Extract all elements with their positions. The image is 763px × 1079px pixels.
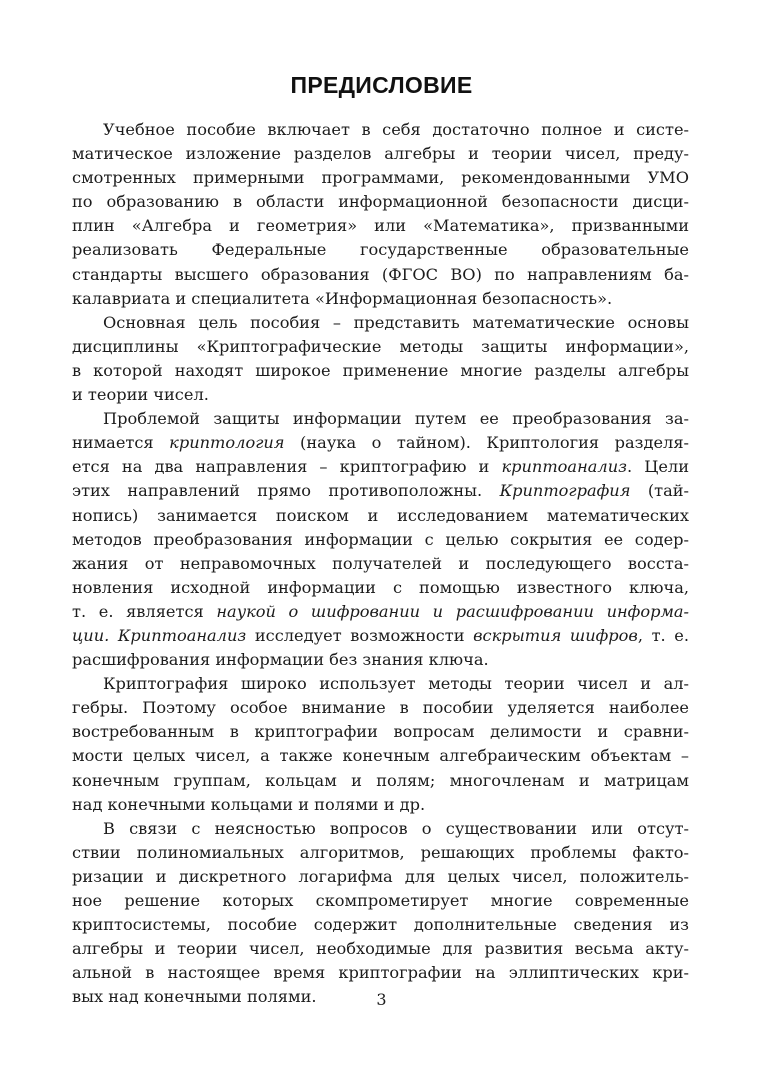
page-number: 3	[376, 990, 387, 1009]
text-run: ствии полиномиальных алгоритмов, решающих проблемы факто-	[72, 842, 689, 862]
text-line	[72, 720, 689, 744]
italic-term: вскрытия шифров	[473, 625, 638, 645]
italic-term: ции. Криптоанализ	[72, 625, 247, 645]
text-line	[72, 142, 689, 166]
text-run: востребованным в криптографии вопросам делимости и сравни-	[72, 722, 689, 742]
text-run: В связи с неясностью вопросов о существовании или отсут-	[103, 818, 689, 838]
text-run: ное решение которых скомпрометирует многие современные	[72, 891, 689, 910]
text-line	[72, 479, 689, 503]
text-run: и теории чисел.	[72, 385, 209, 405]
text-run: исследует возможности	[246, 625, 474, 645]
text-line	[72, 913, 689, 937]
text-run: этих направлений прямо противоположны.	[72, 481, 500, 501]
paragraph	[72, 311, 689, 407]
italic-term: криптология	[169, 433, 285, 453]
text-line	[72, 744, 689, 768]
text-run: методов преобразования информации с целью сокрытия ее содер-	[72, 529, 689, 549]
text-run: т. е. является	[72, 601, 217, 621]
text-line	[72, 311, 689, 335]
text-run: жания от неправомочных получателей и последующего восста-	[72, 553, 689, 573]
text-run: конечным группам, кольцам и полям; многочленам и матрицам	[72, 770, 689, 790]
text-line	[72, 889, 689, 913]
italic-term: наукой о шифровании и расшифровании информа-	[216, 601, 689, 621]
text-run: смотренных примерными программами, рекомендованными УМО	[72, 168, 689, 188]
text-run: криптосистемы, пособие содержит дополнительные сведения из	[72, 915, 689, 935]
text-run: стандарты высшего образования (ФГОС ВО) по направлениям ба-	[72, 264, 689, 284]
text-run: матическое изложение разделов алгебры и теории чисел, преду-	[72, 144, 689, 164]
text-line	[72, 552, 689, 576]
text-line	[72, 793, 689, 817]
page-title: ПРЕДИСЛОВИЕ	[290, 72, 473, 98]
paragraph	[72, 672, 689, 817]
text-run: алгебры и теории чисел, необходимые для развития весьма акту-	[72, 939, 689, 959]
text-run: (наука о тайном). Криптология разделя-	[284, 433, 689, 453]
text-line	[72, 359, 689, 383]
text-line	[72, 817, 689, 841]
text-run: альной в настоящее время криптографии на эллиптических кри-	[72, 963, 689, 983]
text-run: ризации и дискретного логарифма для целых чисел, положитель-	[72, 866, 689, 886]
text-run: Проблемой защиты информации путем ее преобразования за-	[103, 409, 689, 429]
text-run: над конечными кольцами и полями и др.	[72, 794, 426, 814]
paragraph	[72, 407, 689, 672]
text-run: вых над конечными полями.	[72, 987, 317, 1007]
text-run: в которой находят широкое применение многие разделы алгебры	[72, 360, 689, 380]
text-line	[72, 263, 689, 287]
text-run: калавриата и специалитета «Информационная безопасность».	[72, 288, 613, 308]
paragraph	[72, 118, 689, 311]
text-line	[72, 961, 689, 985]
text-line	[72, 118, 689, 142]
text-run: Криптография широко использует методы теории чисел и ал-	[103, 674, 689, 694]
text-run: Основная цель пособия – представить математические основы	[103, 312, 689, 332]
text-line	[72, 287, 689, 311]
text-line	[72, 600, 689, 624]
text-run: расшифрования информации без знания ключа.	[72, 650, 489, 670]
text-line	[72, 769, 689, 793]
text-run: Учебное пособие включает в себя достаточно полное и систе-	[103, 120, 689, 139]
text-line	[72, 672, 689, 696]
text-run: . Цели	[626, 457, 689, 477]
text-line	[72, 937, 689, 961]
text-run: , т. е.	[637, 625, 689, 645]
text-line	[72, 431, 689, 455]
text-run: мости целых чисел, а также конечным алгебраическим объектам –	[72, 746, 689, 766]
text-line	[72, 696, 689, 720]
text-line	[72, 407, 689, 431]
text-line	[72, 214, 689, 238]
body-text	[72, 118, 689, 1009]
text-line	[72, 190, 689, 214]
text-run: дисциплины «Криптографические методы защиты информации»,	[72, 336, 689, 356]
text-line	[72, 238, 689, 262]
text-run: по образованию в области информационной безопасности дисци-	[72, 192, 689, 212]
text-line	[72, 841, 689, 865]
text-line	[72, 504, 689, 528]
text-line	[72, 576, 689, 600]
text-line	[72, 455, 689, 479]
text-line	[72, 528, 689, 552]
text-run: нимается	[72, 433, 170, 453]
italic-term: криптоанализ	[501, 457, 627, 477]
text-run: (тай-	[630, 481, 689, 501]
text-line	[72, 335, 689, 359]
text-run: новления исходной информации с помощью известного ключа,	[72, 577, 689, 597]
text-run: реализовать Федеральные государственные образовательные	[72, 240, 689, 260]
text-line	[72, 383, 689, 407]
text-run: ется на два направления – криптографию и	[72, 457, 502, 477]
text-line	[72, 648, 689, 672]
text-line	[72, 624, 689, 648]
text-line	[72, 166, 689, 190]
paragraph	[72, 817, 689, 1010]
italic-term: Криптография	[499, 481, 631, 501]
text-run: плин «Алгебра и геометрия» или «Математика», призванными	[72, 216, 689, 236]
text-line	[72, 865, 689, 889]
text-run: гебры. Поэтому особое внимание в пособии уделяется наиболее	[72, 698, 689, 718]
text-run: нопись) занимается поиском и исследованием математических	[72, 505, 689, 525]
